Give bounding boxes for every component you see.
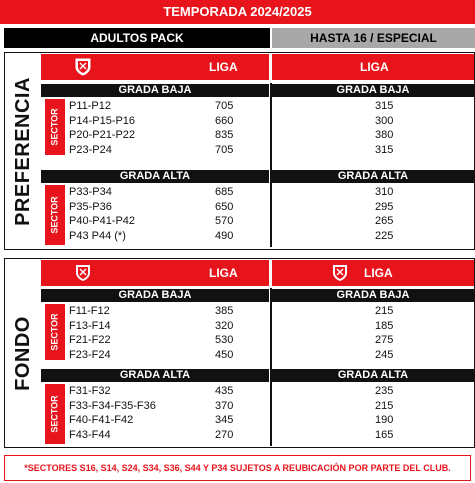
- liga-label: LIGA: [364, 266, 393, 280]
- price-adult: 685: [215, 186, 234, 198]
- sector-name: P43 P44 (*): [69, 229, 126, 242]
- grada-baja-header: GRADA BAJA: [272, 84, 474, 97]
- price-row: [69, 99, 469, 113]
- grada-baja-header: GRADA BAJA: [41, 84, 269, 97]
- sector-name: F40-F41-F42: [69, 414, 134, 426]
- price-young: 265: [375, 215, 394, 227]
- price-adult: 435: [215, 385, 234, 397]
- club-crest-icon: [75, 58, 91, 76]
- price-adult: 370: [215, 399, 234, 412]
- grada-alta-header: GRADA ALTA: [272, 170, 474, 183]
- price-young: 235: [375, 385, 394, 397]
- liga-label: LIGA: [209, 60, 238, 74]
- price-row: [69, 114, 469, 128]
- price-young: 190: [375, 414, 394, 426]
- club-crest-icon: [332, 264, 348, 282]
- price-young: 315: [375, 143, 394, 156]
- price-row: [69, 319, 469, 333]
- sector-tab: SECTOR: [45, 304, 65, 360]
- club-crest-icon: [75, 264, 91, 282]
- price-adult: 450: [215, 348, 234, 361]
- liga-bar-adult: [41, 54, 269, 80]
- price-young: 245: [375, 348, 394, 361]
- price-row: [69, 143, 469, 157]
- price-row: [69, 399, 469, 413]
- price-row: [69, 185, 469, 199]
- price-young: 225: [375, 229, 394, 242]
- price-row: [69, 304, 469, 318]
- price-adult: 705: [215, 100, 234, 112]
- grada-baja-header: GRADA BAJA: [272, 289, 474, 302]
- price-adult: 835: [215, 129, 234, 141]
- price-adult: 570: [215, 215, 234, 227]
- sector-name: P40-P41-P42: [69, 215, 136, 227]
- section-label: FONDO: [11, 315, 34, 391]
- price-young: 165: [375, 428, 394, 441]
- price-row: [69, 428, 469, 442]
- grada-alta-header: GRADA ALTA: [41, 170, 269, 183]
- price-row: [69, 384, 469, 398]
- sector-name: F33-F34-F35-F36: [69, 399, 156, 412]
- price-young: 295: [375, 200, 394, 213]
- price-row: [69, 200, 469, 214]
- header-adultos-pack: ADULTOS PACK: [4, 28, 270, 48]
- price-adult: 705: [215, 143, 234, 156]
- footnote: *SECTORES S16, S14, S24, S34, S36, S44 Y P34 SUJETOS A REUBICACIÓN POR PARTE DEL CLUB.: [4, 455, 471, 481]
- price-young: 300: [375, 114, 394, 127]
- price-young: 380: [375, 129, 394, 141]
- sector-tab: SECTOR: [45, 384, 65, 444]
- liga-bar-adult: [41, 260, 269, 286]
- price-adult: 320: [215, 319, 234, 332]
- sector-name: P14-P15-P16: [69, 114, 136, 127]
- sector-name: P33-P34: [69, 186, 112, 198]
- sector-name: F31-F32: [69, 385, 111, 397]
- price-young: 315: [375, 100, 394, 112]
- price-adult: 650: [215, 200, 234, 213]
- sector-name: P35-P36: [69, 200, 112, 213]
- liga-bar-young: [272, 54, 474, 80]
- price-row: [69, 333, 469, 347]
- liga-label: LIGA: [209, 266, 238, 280]
- section-preferencia: [4, 52, 475, 250]
- sector-name: F11-F12: [69, 305, 110, 317]
- price-adult: 270: [215, 428, 234, 441]
- sector-name: P23-P24: [69, 143, 112, 156]
- sector-tab: SECTOR: [45, 99, 65, 155]
- liga-bar-young: [272, 260, 474, 286]
- section-label: PREFERENCIA: [11, 76, 34, 226]
- price-row: [69, 413, 469, 427]
- sector-name: P11-P12: [69, 100, 111, 112]
- price-young: 310: [375, 186, 394, 198]
- price-young: 215: [375, 305, 394, 317]
- sector-tab: SECTOR: [45, 185, 65, 245]
- sector-name: F43-F44: [69, 428, 111, 441]
- sector-name: F13-F14: [69, 319, 111, 332]
- sector-name: P20-P21-P22: [69, 129, 136, 141]
- sector-name: F21-F22: [69, 334, 111, 346]
- price-young: 275: [375, 334, 394, 346]
- price-row: [69, 229, 469, 243]
- price-adult: 345: [215, 414, 234, 426]
- price-adult: 660: [215, 114, 234, 127]
- grada-alta-header: GRADA ALTA: [41, 369, 269, 382]
- price-young: 215: [375, 399, 394, 412]
- price-adult: 490: [215, 229, 234, 242]
- price-adult: 530: [215, 334, 234, 346]
- price-row: [69, 348, 469, 362]
- grada-alta-header: GRADA ALTA: [272, 369, 474, 382]
- section-fondo: [4, 258, 475, 448]
- price-row: [69, 214, 469, 228]
- grada-baja-header: GRADA BAJA: [41, 289, 269, 302]
- liga-label: LIGA: [360, 60, 389, 74]
- header-hasta-16-especial: HASTA 16 / ESPECIAL: [272, 28, 475, 48]
- price-young: 185: [375, 319, 394, 332]
- sector-name: F23-F24: [69, 348, 111, 361]
- price-adult: 385: [215, 305, 234, 317]
- price-row: [69, 128, 469, 142]
- season-banner: TEMPORADA 2024/2025: [0, 0, 475, 24]
